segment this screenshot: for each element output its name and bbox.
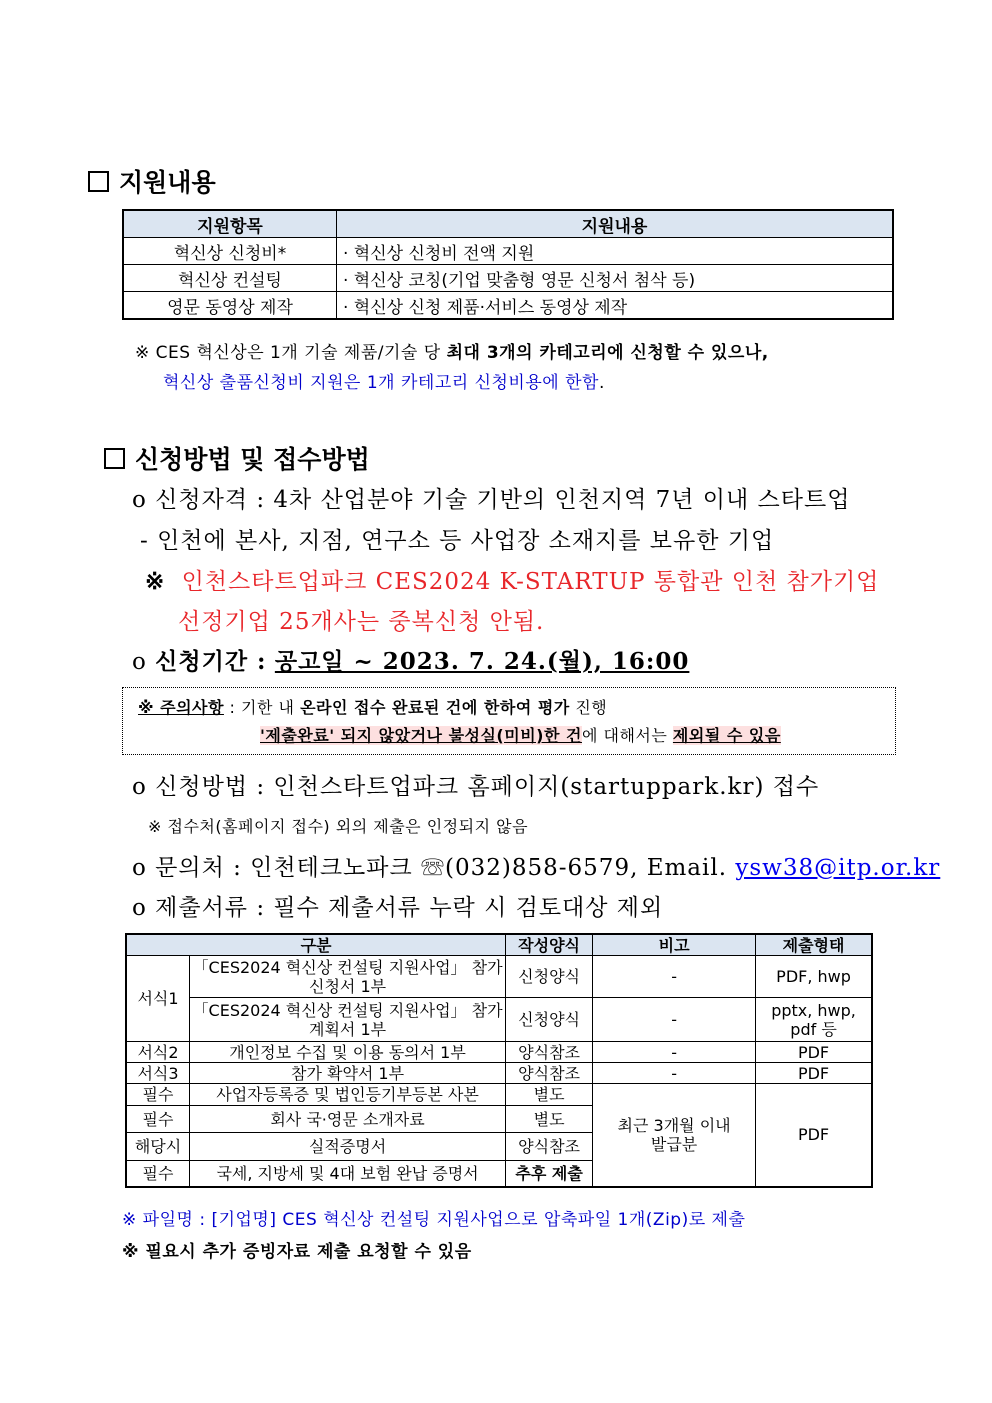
caution-label: ※ 주의사항 — [138, 698, 224, 717]
warning-text-1: 인천스타트업파크 CES2024 K-STARTUP 통합관 인천 참가기업 — [181, 569, 880, 595]
table-row — [126, 1042, 872, 1063]
table-cell: 혁신상 컨설팅 — [123, 265, 337, 292]
table-cell: 사업자등록증 및 법인등기부등본 사본 — [190, 1084, 506, 1106]
caution-line2 — [260, 723, 781, 746]
contact-label: o 문의처 : 인천테크노파크 ☏(032)858-6579, Email. — [132, 855, 736, 881]
header-cell: 지원내용 — [337, 210, 894, 238]
table-cell: · 혁신상 신청비 전액 지원 — [337, 238, 894, 265]
section1-heading — [88, 163, 216, 199]
table-header-row — [126, 934, 872, 956]
warning-mark: ※ — [145, 568, 166, 595]
checkbox-icon — [88, 171, 109, 192]
table-cell: pptx, hwp, pdf 등 — [756, 998, 872, 1042]
table-cell: 영문 동영상 제작 — [123, 292, 337, 320]
note-text: ※ CES 혁신상은 1개 기술 제품/기술 당 — [135, 343, 447, 363]
table-header-row — [123, 210, 893, 238]
table-cell: - — [593, 956, 756, 998]
table-row — [126, 956, 872, 998]
table-cell: 회사 국·영문 소개자료 — [190, 1106, 506, 1133]
table-cell: - — [593, 1063, 756, 1084]
header-cell: 비고 — [593, 934, 756, 956]
table-cell: PDF — [756, 1063, 872, 1084]
table-cell: 「CES2024 혁신상 컨설팅 지원사업」 참가 신청서 1부 — [190, 956, 506, 998]
table-cell: 서식1 — [126, 956, 190, 1042]
table-cell: 실적증명서 — [190, 1133, 506, 1161]
table-cell: 최근 3개월 이내 발급분 — [593, 1084, 756, 1187]
table-cell: 필수 — [126, 1084, 190, 1106]
table-row — [123, 238, 893, 265]
method-note: ※ 접수처(홈페이지 접수) 외의 제출은 인정되지 않음 — [148, 817, 529, 836]
note-blue-text: 혁신상 출품신청비 지원은 1개 카테고리 신청비용에 한함 — [163, 373, 599, 393]
table-cell: 「CES2024 혁신상 컨설팅 지원사업」 참가 계획서 1부 — [190, 998, 506, 1042]
table-cell: 개인정보 수집 및 이용 동의서 1부 — [190, 1042, 506, 1063]
eligibility-sub-line: - 인천에 본사, 지점, 연구소 등 사업장 소재지를 보유한 기업 — [140, 528, 775, 554]
warning-line2: 선정기업 25개사는 중복신청 안됨. — [178, 609, 545, 635]
header-cell: 지원항목 — [123, 210, 337, 238]
table-cell: 양식참조 — [506, 1042, 593, 1063]
table-cell: 해당시 — [126, 1133, 190, 1161]
table-row — [123, 265, 893, 292]
period-label: 신청기간 : — [155, 648, 267, 675]
section1-title: 지원내용 — [119, 168, 216, 197]
table-cell: 필수 — [126, 1161, 190, 1187]
footer-line1: ※ 파일명 : [기업명] CES 혁신상 컨설팅 지원사업으로 압축파일 1개(Zip)로 제출 — [122, 1210, 746, 1230]
table-cell: 서식2 — [126, 1042, 190, 1063]
table-cell: 별도 — [506, 1084, 593, 1106]
header-cell: 구분 — [126, 934, 506, 956]
table-cell: 혁신상 신청비* — [123, 238, 337, 265]
table-cell: PDF — [756, 1084, 872, 1187]
note-line1 — [135, 338, 769, 363]
table-cell: 서식3 — [126, 1063, 190, 1084]
caution-highlight: '제출완료' 되지 않았거나 불성실(미비)한 건 — [260, 726, 582, 745]
warning-line1 — [145, 563, 879, 596]
caution-text: 진행 — [569, 698, 608, 717]
table-cell: 국세, 지방세 및 4대 보험 완납 증명서 — [190, 1161, 506, 1187]
caution-bold: 온라인 접수 완료된 건에 한하여 평가 — [300, 698, 570, 717]
checkbox-icon — [104, 448, 125, 469]
bullet: o — [132, 649, 147, 675]
docs-line: o 제출서류 : 필수 제출서류 누락 시 검토대상 제외 — [132, 895, 664, 921]
section2-heading — [104, 440, 370, 476]
table-cell: · 혁신상 신청 제품·서비스 동영상 제작 — [337, 292, 894, 320]
caution-highlight: 제외될 수 있음 — [672, 726, 781, 745]
table-cell: 신청양식 — [506, 998, 593, 1042]
table-cell: 별도 — [506, 1106, 593, 1133]
eligibility-line: o 신청자격 : 4차 산업분야 기술 기반의 인천지역 7년 이내 스타트업 — [132, 487, 851, 513]
table-cell: PDF, hwp — [756, 956, 872, 998]
table-cell: 필수 — [126, 1106, 190, 1133]
period-value: 공고일 ~ 2023. 7. 24.(월), 16:00 — [274, 648, 690, 675]
header-cell: 제출형태 — [756, 934, 872, 956]
table-row — [123, 292, 893, 320]
table-row — [126, 1084, 872, 1106]
contact-line — [132, 849, 940, 882]
table-cell: PDF — [756, 1042, 872, 1063]
table-cell: - — [593, 1042, 756, 1063]
docs-table — [125, 933, 873, 1188]
caution-text: 에 대해서는 — [581, 726, 673, 745]
table-cell: 추후 제출 — [506, 1161, 593, 1187]
section2-title: 신청방법 및 접수방법 — [135, 445, 370, 474]
note-bold-text: 최대 3개의 카테고리에 신청할 수 있으나, — [446, 343, 769, 363]
support-table — [122, 209, 894, 320]
table-cell: 신청양식 — [506, 956, 593, 998]
header-cell: 작성양식 — [506, 934, 593, 956]
table-row — [126, 1063, 872, 1084]
table-cell: - — [593, 998, 756, 1042]
period-line — [132, 643, 689, 676]
method-line: o 신청방법 : 인천스타트업파크 홈페이지(startuppark.kr) 접수 — [132, 774, 820, 800]
table-cell: 양식참조 — [506, 1133, 593, 1161]
table-cell: 양식참조 — [506, 1063, 593, 1084]
caution-line1 — [138, 695, 607, 718]
caution-text: : 기한 내 — [223, 698, 301, 717]
footer-line2: ※ 필요시 추가 증빙자료 제출 요청할 수 있음 — [122, 1242, 472, 1262]
table-cell: · 혁신상 코칭(기업 맞춤형 영문 신청서 첨삭 등) — [337, 265, 894, 292]
note-line2 — [163, 368, 605, 393]
table-cell: 참가 확약서 1부 — [190, 1063, 506, 1084]
table-row — [126, 998, 872, 1042]
note-period: . — [598, 373, 605, 393]
contact-email-link[interactable]: ysw38@itp.or.kr — [735, 855, 941, 881]
